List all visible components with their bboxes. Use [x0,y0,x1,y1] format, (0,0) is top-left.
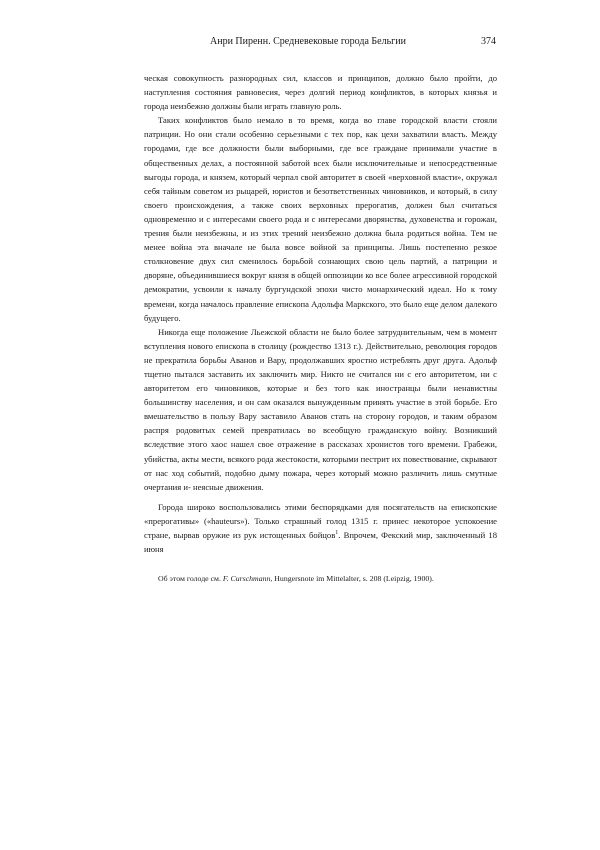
footnote-marker: 1 [335,530,339,537]
page-number: 374 [481,36,496,47]
paragraph-cities-text: Города широко воспользовались этими беспорядками для посягательств на епископские «прерогативы» («hauteurs»). Только страшный голод 1315 г. принес некоторое успокоение стране, вырвав оружие из рук истощенных бойцов [144,501,497,540]
body-text [144,71,497,556]
paragraph-continuation: ческая совокупность разнородных сил, классов и принципов, должно было пройти, до наступления состояния равновесия, через долгий период конфликтов, в которых князья и города неизбежно должны были играть главную роль. [144,73,497,112]
paragraph-conflicts: Таких конфликтов было немало в то время, когда во главе городской власти стояли патриции. Но они стали особенно серьезными с тех пор, как цехи захватили власть. Между городами, где все должности были выборными, где все граждане принимали участие в общественных делах, а постоянной заботой всех были исключительные и непосредственные выгоды города, и князем, который черпал свой авторитет в своей «верховной власти», окружал себя тайным советом из рыцарей, юристов и безответственных чиновников, и который, в силу своего происхождения, а также своих верховных прерогатив, должен был считаться одновременно и с интересами своего рода и с интересами дворянства, духовенства и горожан, трения были неизбежны, и из этих трений неизбежно должна была родиться война. Тем не менее война эта вначале не была вовсе войной за принципы. Лишь постепенно резкое столкновение двух сил сменилось борьбой сознающих свою цель партий, а патриции и дворяне, объединившиеся вокруг князя в общей оппозиции ко все более агрессивной городской демократии, усвоили к началу бургундской эпохи чисто монархический идеал. Но к тому времени, когда началось правление епископа Адольфа Маркского, это было еще делом далекого будущего. [144,115,497,323]
footnote [158,574,503,584]
footnote-prefix: Об этом голоде см. [158,574,221,583]
footnote-author: F. Curschmann, [222,574,273,583]
footnote-rest: Hungersnote im Mittelalter, s. 208 (Leipzig, 1900). [274,574,434,583]
paragraph-cities-continuation: . Впрочем, Фекский мир, заключенный 18 июня [144,530,497,555]
header-title: Анри Пиренн. Средневековые города Бельгии [210,36,406,47]
paragraph-liege: Никогда еще положение Льежской области не было более затруднительным, чем в момент вступления нового епископа в столицу (рождество 1313 г.). Действительно, революция городов не прекратила борьбы Аванов и Вару, продолжавших яростно истреблять друг друга. Адольф тщетно пытался заставить их заключить мир. Никто не считался ни с его авторитетом, ни с авторитетом его чиновников, которые и без того как иностранцы были ненавистны большинству населения, и он сам оказался вынужденным принять участие в этой борьбе. Его вмешательство в пользу Вару заставило Аванов стать на сторону городов, и таким образом распря родовитых семей превратилась во всеобщую гражданскую войну. Возникший вследствие этого хаос нашел свое отражение в рассказах хронистов того времени. Грабежи, убийства, акты мести, всякого рода жестокости, которыми пестрит их повествование, скрывают от нас ход событий, подобно дыму пожара, через который можно различить лишь смутные очертания и- неясные движения. [144,326,497,492]
paragraph-cities [144,500,497,556]
